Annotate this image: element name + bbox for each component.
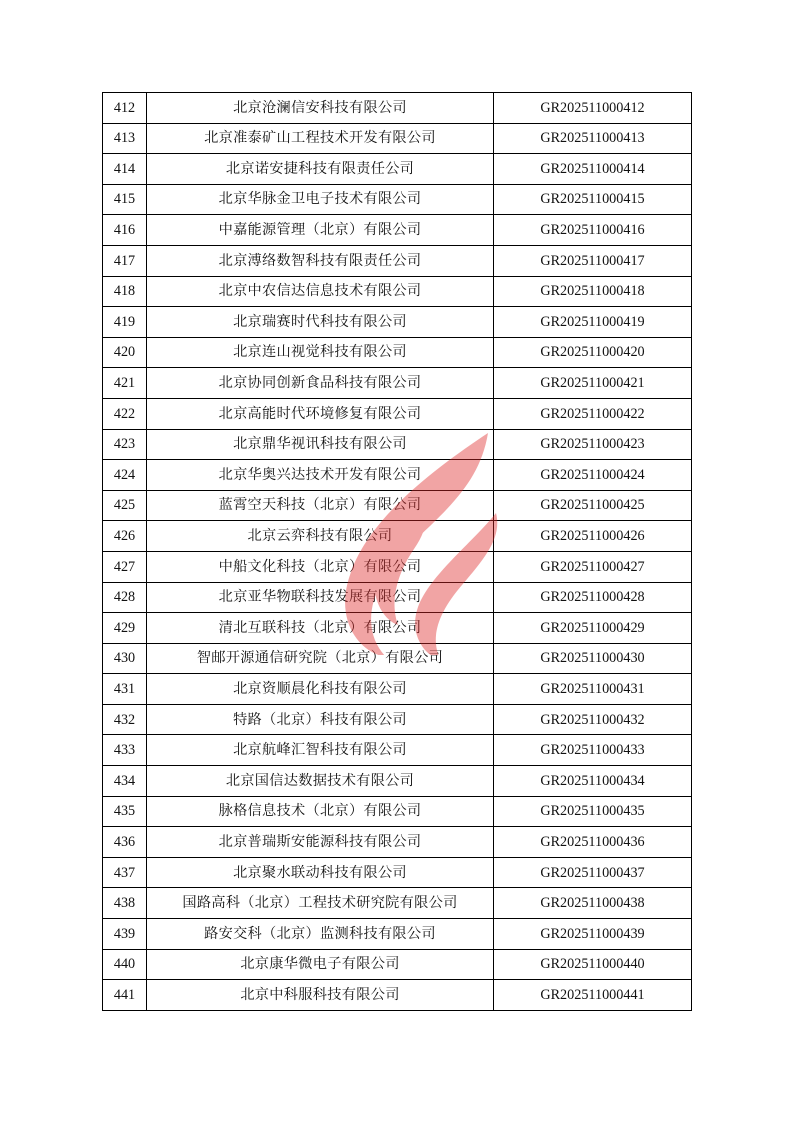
table-row <box>103 460 692 491</box>
certificate-code: GR202511000428 <box>494 582 692 613</box>
table-row <box>103 888 692 919</box>
table-row <box>103 704 692 735</box>
row-number: 434 <box>103 766 147 797</box>
table-row <box>103 215 692 246</box>
company-name: 路安交科（北京）监测科技有限公司 <box>147 919 494 950</box>
row-number: 428 <box>103 582 147 613</box>
certificate-code: GR202511000417 <box>494 245 692 276</box>
row-number: 438 <box>103 888 147 919</box>
table-row <box>103 674 692 705</box>
company-name: 北京溥络数智科技有限责任公司 <box>147 245 494 276</box>
table-row <box>103 796 692 827</box>
row-number: 416 <box>103 215 147 246</box>
certificate-code: GR202511000441 <box>494 980 692 1011</box>
row-number: 426 <box>103 521 147 552</box>
certificate-code: GR202511000415 <box>494 184 692 215</box>
company-name: 智邮开源通信研究院（北京）有限公司 <box>147 643 494 674</box>
company-name: 国路高科（北京）工程技术研究院有限公司 <box>147 888 494 919</box>
certificate-code: GR202511000440 <box>494 949 692 980</box>
certificate-code: GR202511000424 <box>494 460 692 491</box>
row-number: 413 <box>103 123 147 154</box>
table-row <box>103 93 692 124</box>
row-number: 439 <box>103 919 147 950</box>
company-name: 北京云弈科技有限公司 <box>147 521 494 552</box>
table-row <box>103 551 692 582</box>
company-name: 北京连山视觉科技有限公司 <box>147 337 494 368</box>
table-row <box>103 919 692 950</box>
certificate-code: GR202511000421 <box>494 368 692 399</box>
row-number: 414 <box>103 154 147 185</box>
table-row <box>103 154 692 185</box>
company-name: 北京华奥兴达技术开发有限公司 <box>147 460 494 491</box>
row-number: 423 <box>103 429 147 460</box>
certificate-code: GR202511000432 <box>494 704 692 735</box>
table-row <box>103 857 692 888</box>
company-name: 北京准泰矿山工程技术开发有限公司 <box>147 123 494 154</box>
certificate-code: GR202511000426 <box>494 521 692 552</box>
company-name: 北京航峰汇智科技有限公司 <box>147 735 494 766</box>
company-name: 北京资顺晨化科技有限公司 <box>147 674 494 705</box>
certificate-code: GR202511000412 <box>494 93 692 124</box>
row-number: 421 <box>103 368 147 399</box>
certificate-code: GR202511000423 <box>494 429 692 460</box>
row-number: 437 <box>103 857 147 888</box>
company-name: 北京康华微电子有限公司 <box>147 949 494 980</box>
certificate-code: GR202511000430 <box>494 643 692 674</box>
table-row <box>103 429 692 460</box>
company-name: 中船文化科技（北京）有限公司 <box>147 551 494 582</box>
row-number: 436 <box>103 827 147 858</box>
certificate-code: GR202511000413 <box>494 123 692 154</box>
company-name: 蓝霄空天科技（北京）有限公司 <box>147 490 494 521</box>
table-row <box>103 827 692 858</box>
company-name: 北京协同创新食品科技有限公司 <box>147 368 494 399</box>
company-name: 脉格信息技术（北京）有限公司 <box>147 796 494 827</box>
company-name: 北京鼎华视讯科技有限公司 <box>147 429 494 460</box>
certificate-code: GR202511000414 <box>494 154 692 185</box>
table-row <box>103 490 692 521</box>
row-number: 419 <box>103 307 147 338</box>
row-number: 432 <box>103 704 147 735</box>
table-row <box>103 276 692 307</box>
table-row <box>103 521 692 552</box>
row-number: 425 <box>103 490 147 521</box>
certificate-code: GR202511000425 <box>494 490 692 521</box>
row-number: 422 <box>103 398 147 429</box>
table-row <box>103 307 692 338</box>
company-name: 中嘉能源管理（北京）有限公司 <box>147 215 494 246</box>
table-row <box>103 980 692 1011</box>
row-number: 412 <box>103 93 147 124</box>
certificate-code: GR202511000418 <box>494 276 692 307</box>
company-table-body <box>103 93 692 1011</box>
certificate-code: GR202511000436 <box>494 827 692 858</box>
table-row <box>103 949 692 980</box>
certificate-code: GR202511000420 <box>494 337 692 368</box>
company-table <box>102 92 692 1011</box>
certificate-code: GR202511000434 <box>494 766 692 797</box>
certificate-code: GR202511000416 <box>494 215 692 246</box>
company-name: 北京瑞赛时代科技有限公司 <box>147 307 494 338</box>
certificate-code: GR202511000438 <box>494 888 692 919</box>
certificate-code: GR202511000433 <box>494 735 692 766</box>
company-name: 北京沧澜信安科技有限公司 <box>147 93 494 124</box>
company-name: 北京普瑞斯安能源科技有限公司 <box>147 827 494 858</box>
table-row <box>103 643 692 674</box>
company-name: 北京中科服科技有限公司 <box>147 980 494 1011</box>
company-name: 北京诺安捷科技有限责任公司 <box>147 154 494 185</box>
company-name: 北京国信达数据技术有限公司 <box>147 766 494 797</box>
table-row <box>103 245 692 276</box>
table-row <box>103 368 692 399</box>
company-name: 北京中农信达信息技术有限公司 <box>147 276 494 307</box>
table-row <box>103 613 692 644</box>
company-name: 北京亚华物联科技发展有限公司 <box>147 582 494 613</box>
certificate-code: GR202511000429 <box>494 613 692 644</box>
row-number: 435 <box>103 796 147 827</box>
row-number: 433 <box>103 735 147 766</box>
certificate-code: GR202511000435 <box>494 796 692 827</box>
row-number: 418 <box>103 276 147 307</box>
row-number: 440 <box>103 949 147 980</box>
table-row <box>103 123 692 154</box>
table-row <box>103 337 692 368</box>
table-row <box>103 766 692 797</box>
row-number: 424 <box>103 460 147 491</box>
table-row <box>103 184 692 215</box>
certificate-code: GR202511000427 <box>494 551 692 582</box>
certificate-code: GR202511000431 <box>494 674 692 705</box>
row-number: 441 <box>103 980 147 1011</box>
table-row <box>103 582 692 613</box>
table-row <box>103 398 692 429</box>
certificate-code: GR202511000439 <box>494 919 692 950</box>
certificate-code: GR202511000419 <box>494 307 692 338</box>
company-name: 北京高能时代环境修复有限公司 <box>147 398 494 429</box>
company-name: 特路（北京）科技有限公司 <box>147 704 494 735</box>
company-name: 北京华脉金卫电子技术有限公司 <box>147 184 494 215</box>
row-number: 415 <box>103 184 147 215</box>
table-row <box>103 735 692 766</box>
row-number: 427 <box>103 551 147 582</box>
row-number: 417 <box>103 245 147 276</box>
company-name: 北京聚水联动科技有限公司 <box>147 857 494 888</box>
certificate-code: GR202511000437 <box>494 857 692 888</box>
row-number: 420 <box>103 337 147 368</box>
row-number: 430 <box>103 643 147 674</box>
company-name: 清北互联科技（北京）有限公司 <box>147 613 494 644</box>
row-number: 431 <box>103 674 147 705</box>
row-number: 429 <box>103 613 147 644</box>
certificate-code: GR202511000422 <box>494 398 692 429</box>
